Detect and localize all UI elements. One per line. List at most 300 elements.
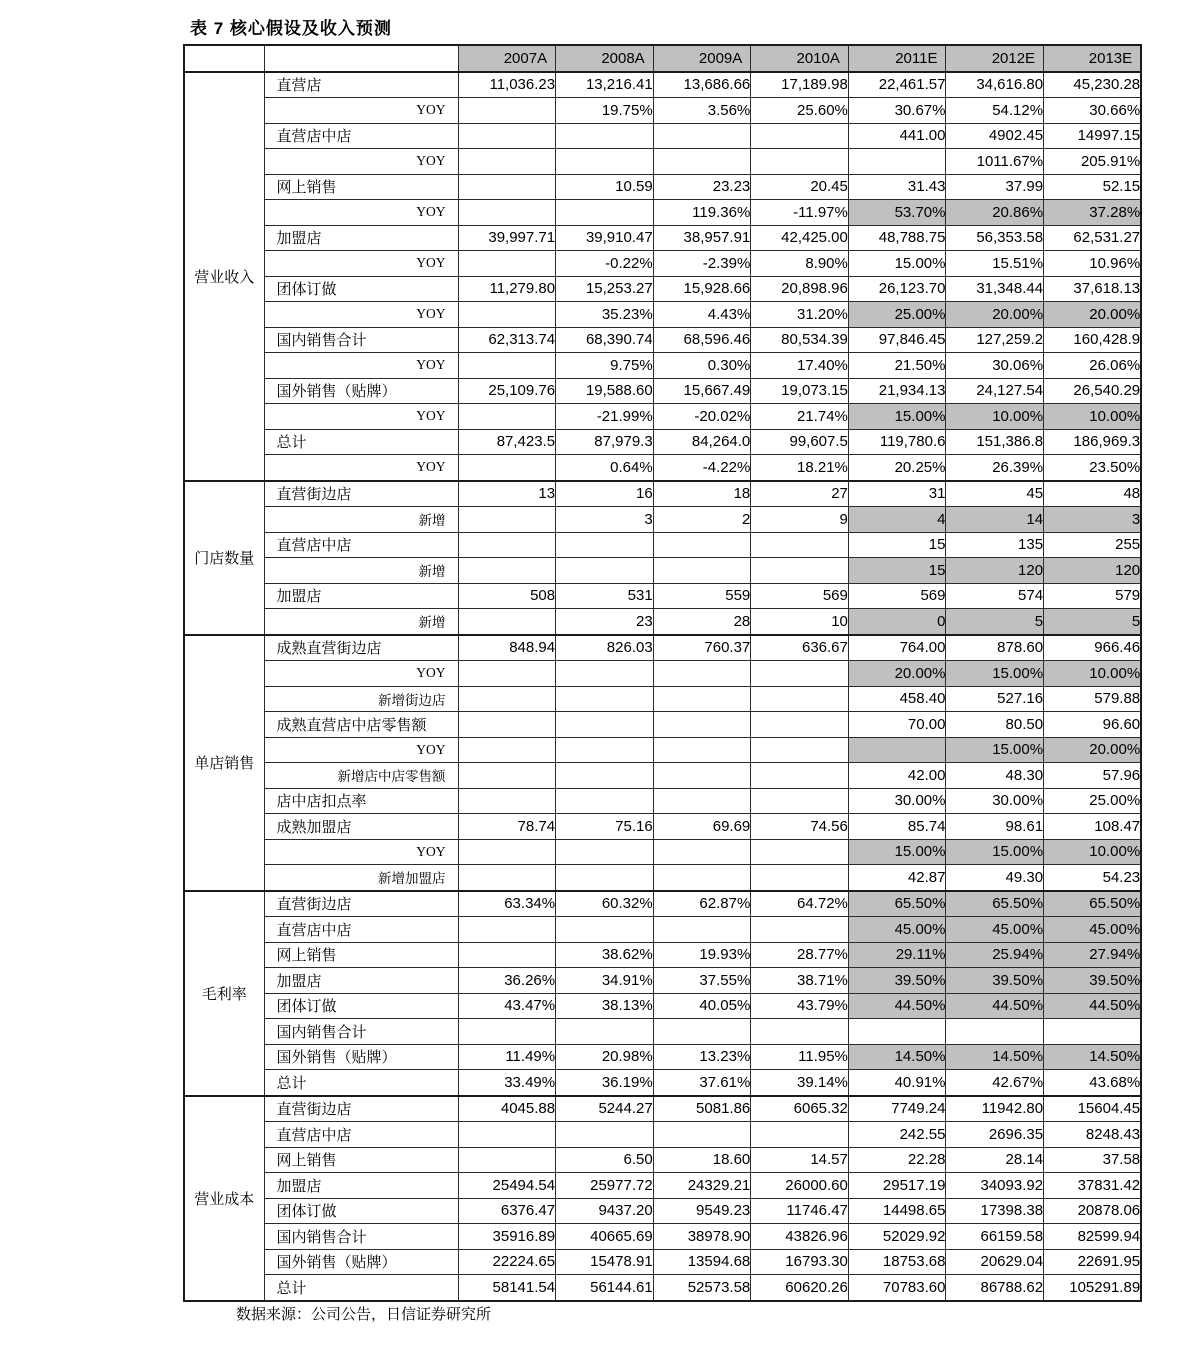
value-cell (458, 200, 556, 226)
value-cell: 4 (848, 507, 946, 533)
value-cell (556, 532, 654, 558)
value-cell: 37,618.13 (1044, 276, 1142, 302)
header-year-2010A: 2010A (751, 45, 849, 72)
value-cell (458, 942, 556, 968)
value-cell: 9.75% (556, 353, 654, 379)
value-cell: 49.30 (946, 865, 1044, 891)
value-cell: 37.61% (653, 1070, 751, 1096)
value-cell: 44.50% (848, 993, 946, 1019)
value-cell: 25.00% (848, 302, 946, 328)
value-cell (458, 1147, 556, 1173)
value-cell: 16793.30 (751, 1249, 849, 1275)
value-cell: 86788.62 (946, 1275, 1044, 1301)
value-cell: 19.93% (653, 942, 751, 968)
value-cell: 11,279.80 (458, 276, 556, 302)
table-row (184, 661, 1141, 687)
table-row (184, 1275, 1141, 1301)
table-row (184, 327, 1141, 353)
value-cell: 35.23% (556, 302, 654, 328)
value-cell: 13,686.66 (653, 72, 751, 98)
value-cell: 14498.65 (848, 1198, 946, 1224)
value-cell: 205.91% (1044, 149, 1142, 175)
value-cell: 30.66% (1044, 98, 1142, 124)
value-cell: 3 (1044, 507, 1142, 533)
value-cell: 34.91% (556, 968, 654, 994)
value-cell (751, 737, 849, 763)
header-year-2013E: 2013E (1044, 45, 1142, 72)
value-cell: 99,607.5 (751, 429, 849, 455)
value-cell: 13594.68 (653, 1249, 751, 1275)
value-cell: 87,979.3 (556, 429, 654, 455)
value-cell: 764.00 (848, 635, 946, 661)
value-cell: 75.16 (556, 814, 654, 840)
table-row (184, 404, 1141, 430)
value-cell: 80,534.39 (751, 327, 849, 353)
value-cell: 508 (458, 583, 556, 609)
value-cell: 6376.47 (458, 1198, 556, 1224)
row-label: YOY (264, 455, 458, 481)
value-cell (653, 558, 751, 584)
table-row (184, 1019, 1141, 1045)
group-label: 毛利率 (184, 891, 264, 1096)
table-row (184, 839, 1141, 865)
table-row (184, 481, 1141, 507)
row-label: 网上销售 (264, 174, 458, 200)
row-label: 国内销售合计 (264, 1019, 458, 1045)
value-cell: 48.30 (946, 763, 1044, 789)
value-cell: 16 (556, 481, 654, 507)
value-cell (653, 839, 751, 865)
value-cell: 43.79% (751, 993, 849, 1019)
table-row (184, 763, 1141, 789)
table-row (184, 1224, 1141, 1250)
value-cell (751, 686, 849, 712)
value-cell (458, 558, 556, 584)
value-cell (848, 149, 946, 175)
header-year-2012E: 2012E (946, 45, 1044, 72)
row-label: YOY (264, 839, 458, 865)
value-cell: 108.47 (1044, 814, 1142, 840)
value-cell: 39.50% (946, 968, 1044, 994)
value-cell: 135 (946, 532, 1044, 558)
value-cell: 28 (653, 609, 751, 635)
value-cell (458, 353, 556, 379)
row-label: 网上销售 (264, 1147, 458, 1173)
value-cell: 17.40% (751, 353, 849, 379)
value-cell: 579.88 (1044, 686, 1142, 712)
row-label: YOY (264, 661, 458, 687)
value-cell (556, 763, 654, 789)
value-cell: 56144.61 (556, 1275, 654, 1301)
value-cell (458, 661, 556, 687)
value-cell: 45.00% (848, 917, 946, 943)
value-cell: 186,969.3 (1044, 429, 1142, 455)
value-cell (458, 737, 556, 763)
value-cell: 15.00% (848, 404, 946, 430)
value-cell: 255 (1044, 532, 1142, 558)
value-cell: 6065.32 (751, 1096, 849, 1122)
table-row (184, 532, 1141, 558)
value-cell: 119,780.6 (848, 429, 946, 455)
value-cell: 60620.26 (751, 1275, 849, 1301)
value-cell: 4.43% (653, 302, 751, 328)
value-cell: 20.45 (751, 174, 849, 200)
value-cell: 9549.23 (653, 1198, 751, 1224)
value-cell: 38.13% (556, 993, 654, 1019)
value-cell (458, 917, 556, 943)
value-cell: 826.03 (556, 635, 654, 661)
table-row (184, 1044, 1141, 1070)
value-cell: 40.05% (653, 993, 751, 1019)
value-cell: 120 (946, 558, 1044, 584)
row-label: 新增街边店 (264, 686, 458, 712)
row-label: 团体订做 (264, 1198, 458, 1224)
value-cell (556, 1122, 654, 1148)
value-cell (653, 686, 751, 712)
table-row (184, 1096, 1141, 1122)
value-cell: -20.02% (653, 404, 751, 430)
value-cell (556, 558, 654, 584)
value-cell (751, 532, 849, 558)
value-cell: 20629.04 (946, 1249, 1044, 1275)
value-cell: 21.74% (751, 404, 849, 430)
value-cell: 18753.68 (848, 1249, 946, 1275)
value-cell: 45.00% (946, 917, 1044, 943)
value-cell: 15.00% (946, 737, 1044, 763)
value-cell: 22.28 (848, 1147, 946, 1173)
value-cell: 96.60 (1044, 712, 1142, 738)
value-cell (556, 1019, 654, 1045)
table-row (184, 993, 1141, 1019)
value-cell: 5 (1044, 609, 1142, 635)
table-row (184, 1198, 1141, 1224)
value-cell (458, 788, 556, 814)
value-cell: 20.00% (946, 302, 1044, 328)
value-cell: 62,531.27 (1044, 225, 1142, 251)
value-cell: 24329.21 (653, 1173, 751, 1199)
value-cell: 98.61 (946, 814, 1044, 840)
value-cell: 0 (848, 609, 946, 635)
table-row (184, 814, 1141, 840)
value-cell: 17398.38 (946, 1198, 1044, 1224)
value-cell: 25.60% (751, 98, 849, 124)
value-cell: 25494.54 (458, 1173, 556, 1199)
value-cell: 23 (556, 609, 654, 635)
row-label: 国内销售合计 (264, 327, 458, 353)
value-cell (556, 737, 654, 763)
value-cell: 19,588.60 (556, 378, 654, 404)
value-cell (458, 455, 556, 481)
value-cell: 22,461.57 (848, 72, 946, 98)
row-label: 国外销售（贴牌） (264, 378, 458, 404)
value-cell: 18 (653, 481, 751, 507)
forecast-table (183, 44, 1142, 1302)
header-row (184, 45, 1141, 72)
value-cell (458, 1122, 556, 1148)
row-label: 网上销售 (264, 942, 458, 968)
value-cell: 15,928.66 (653, 276, 751, 302)
value-cell: 45,230.28 (1044, 72, 1142, 98)
value-cell: 25,109.76 (458, 378, 556, 404)
value-cell: 62,313.74 (458, 327, 556, 353)
group-label: 单店销售 (184, 635, 264, 891)
value-cell (751, 1122, 849, 1148)
header-year-2007A: 2007A (458, 45, 556, 72)
value-cell: 74.56 (751, 814, 849, 840)
value-cell: 48,788.75 (848, 225, 946, 251)
row-label: 新增 (264, 558, 458, 584)
header-year-2011E: 2011E (848, 45, 946, 72)
table-row (184, 942, 1141, 968)
value-cell: 636.67 (751, 635, 849, 661)
value-cell: 40.91% (848, 1070, 946, 1096)
value-cell: 38,957.91 (653, 225, 751, 251)
value-cell: 37.58 (1044, 1147, 1142, 1173)
value-cell: 23.50% (1044, 455, 1142, 481)
table-row (184, 1070, 1141, 1096)
value-cell: 8.90% (751, 251, 849, 277)
value-cell: 58141.54 (458, 1275, 556, 1301)
value-cell (653, 917, 751, 943)
value-cell: 2 (653, 507, 751, 533)
value-cell: 9437.20 (556, 1198, 654, 1224)
table-row (184, 98, 1141, 124)
value-cell: 52.15 (1044, 174, 1142, 200)
table-title: 表 7 核心假设及收入预测 (190, 19, 392, 38)
table-row (184, 225, 1141, 251)
value-cell: 42,425.00 (751, 225, 849, 251)
row-label: 总计 (264, 1275, 458, 1301)
value-cell: 36.26% (458, 968, 556, 994)
value-cell (751, 558, 849, 584)
value-cell (653, 123, 751, 149)
value-cell: 97,846.45 (848, 327, 946, 353)
value-cell: -21.99% (556, 404, 654, 430)
value-cell: 31,348.44 (946, 276, 1044, 302)
value-cell: 26,123.70 (848, 276, 946, 302)
value-cell: 848.94 (458, 635, 556, 661)
value-cell: 18.60 (653, 1147, 751, 1173)
value-cell: 39.50% (1044, 968, 1142, 994)
value-cell (751, 123, 849, 149)
value-cell: 4045.88 (458, 1096, 556, 1122)
group-label: 营业成本 (184, 1096, 264, 1301)
value-cell: 760.37 (653, 635, 751, 661)
value-cell (556, 865, 654, 891)
value-cell: 22691.95 (1044, 1249, 1142, 1275)
value-cell: 28.77% (751, 942, 849, 968)
value-cell: 441.00 (848, 123, 946, 149)
value-cell: 26000.60 (751, 1173, 849, 1199)
value-cell: 11746.47 (751, 1198, 849, 1224)
value-cell: 15.51% (946, 251, 1044, 277)
value-cell (556, 686, 654, 712)
value-cell (458, 532, 556, 558)
table-row (184, 558, 1141, 584)
value-cell (458, 865, 556, 891)
value-cell (751, 1019, 849, 1045)
table-row (184, 968, 1141, 994)
table-row (184, 174, 1141, 200)
value-cell (458, 507, 556, 533)
value-cell: 37.28% (1044, 200, 1142, 226)
value-cell: 15,253.27 (556, 276, 654, 302)
value-cell: 60.32% (556, 891, 654, 917)
value-cell: 42.67% (946, 1070, 1044, 1096)
row-label: 直营街边店 (264, 481, 458, 507)
value-cell: 20.00% (848, 661, 946, 687)
row-label: YOY (264, 200, 458, 226)
value-cell (653, 865, 751, 891)
group-label: 营业收入 (184, 72, 264, 481)
table-row (184, 353, 1141, 379)
table-row (184, 1249, 1141, 1275)
value-cell (458, 404, 556, 430)
row-label: 加盟店 (264, 968, 458, 994)
value-cell: 24,127.54 (946, 378, 1044, 404)
data-source: 数据来源：公司公告，日信证券研究所 (236, 1306, 492, 1323)
value-cell: -0.22% (556, 251, 654, 277)
value-cell: 53.70% (848, 200, 946, 226)
value-cell: 21,934.13 (848, 378, 946, 404)
value-cell: 15.00% (946, 661, 1044, 687)
table-body (184, 72, 1141, 1301)
value-cell: 42.00 (848, 763, 946, 789)
value-cell: 11.95% (751, 1044, 849, 1070)
value-cell (556, 661, 654, 687)
value-cell: 34093.92 (946, 1173, 1044, 1199)
row-label: YOY (264, 737, 458, 763)
value-cell: 15,667.49 (653, 378, 751, 404)
row-label: 团体订做 (264, 993, 458, 1019)
value-cell: -4.22% (653, 455, 751, 481)
value-cell: 68,596.46 (653, 327, 751, 353)
row-label: 直营店中店 (264, 532, 458, 558)
value-cell: 10 (751, 609, 849, 635)
value-cell: 48 (1044, 481, 1142, 507)
value-cell: 29.11% (848, 942, 946, 968)
value-cell: 10.00% (1044, 661, 1142, 687)
value-cell: 17,189.98 (751, 72, 849, 98)
table-row (184, 149, 1141, 175)
value-cell: 25.94% (946, 942, 1044, 968)
value-cell (653, 763, 751, 789)
value-cell: 119.36% (653, 200, 751, 226)
value-cell: 84,264.0 (653, 429, 751, 455)
value-cell: 1011.67% (946, 149, 1044, 175)
value-cell: 10.59 (556, 174, 654, 200)
value-cell: 579 (1044, 583, 1142, 609)
value-cell: 30.67% (848, 98, 946, 124)
value-cell: 56,353.58 (946, 225, 1044, 251)
value-cell: 14 (946, 507, 1044, 533)
value-cell: 54.23 (1044, 865, 1142, 891)
value-cell (458, 251, 556, 277)
value-cell (848, 737, 946, 763)
value-cell: 40665.69 (556, 1224, 654, 1250)
value-cell (653, 532, 751, 558)
value-cell: 14.57 (751, 1147, 849, 1173)
value-cell (653, 712, 751, 738)
value-cell: 0.64% (556, 455, 654, 481)
value-cell: 966.46 (1044, 635, 1142, 661)
value-cell: 45 (946, 481, 1044, 507)
row-label: 新增店中店零售额 (264, 763, 458, 789)
value-cell (751, 661, 849, 687)
table-row (184, 788, 1141, 814)
value-cell: 30.00% (848, 788, 946, 814)
header-blank-group (184, 45, 264, 72)
value-cell (1044, 1019, 1142, 1045)
table-row (184, 712, 1141, 738)
value-cell: 43.68% (1044, 1070, 1142, 1096)
value-cell: 38.62% (556, 942, 654, 968)
row-label: YOY (264, 251, 458, 277)
value-cell: 52029.92 (848, 1224, 946, 1250)
row-label: YOY (264, 404, 458, 430)
value-cell: 26.06% (1044, 353, 1142, 379)
value-cell (556, 200, 654, 226)
value-cell: 65.50% (1044, 891, 1142, 917)
value-cell: 3.56% (653, 98, 751, 124)
value-cell: 10.00% (1044, 404, 1142, 430)
value-cell: 151,386.8 (946, 429, 1044, 455)
value-cell: 25977.72 (556, 1173, 654, 1199)
value-cell: 37831.42 (1044, 1173, 1142, 1199)
value-cell (653, 737, 751, 763)
value-cell: 569 (848, 583, 946, 609)
row-label: 直营店中店 (264, 917, 458, 943)
table-row (184, 737, 1141, 763)
value-cell: 39.50% (848, 968, 946, 994)
value-cell: 69.69 (653, 814, 751, 840)
value-cell: 34,616.80 (946, 72, 1044, 98)
value-cell: 64.72% (751, 891, 849, 917)
value-cell (653, 1019, 751, 1045)
value-cell (751, 788, 849, 814)
row-label: YOY (264, 353, 458, 379)
value-cell: 23.23 (653, 174, 751, 200)
table-row (184, 583, 1141, 609)
value-cell: 4902.45 (946, 123, 1044, 149)
value-cell: 54.12% (946, 98, 1044, 124)
value-cell: 20.00% (1044, 737, 1142, 763)
value-cell: 45.00% (1044, 917, 1142, 943)
value-cell (458, 712, 556, 738)
value-cell: 26.39% (946, 455, 1044, 481)
value-cell (458, 763, 556, 789)
value-cell: 42.87 (848, 865, 946, 891)
value-cell: 44.50% (946, 993, 1044, 1019)
value-cell: 531 (556, 583, 654, 609)
value-cell (653, 788, 751, 814)
row-label: 加盟店 (264, 1173, 458, 1199)
row-label: 直营店 (264, 72, 458, 98)
value-cell: 21.50% (848, 353, 946, 379)
value-cell: 559 (653, 583, 751, 609)
row-label: 新增 (264, 609, 458, 635)
value-cell: 19,073.15 (751, 378, 849, 404)
value-cell (458, 839, 556, 865)
value-cell: 27 (751, 481, 849, 507)
value-cell (556, 788, 654, 814)
value-cell (458, 609, 556, 635)
value-cell: 70.00 (848, 712, 946, 738)
table-row (184, 1173, 1141, 1199)
value-cell: 39.14% (751, 1070, 849, 1096)
value-cell (556, 917, 654, 943)
value-cell: 14.50% (1044, 1044, 1142, 1070)
